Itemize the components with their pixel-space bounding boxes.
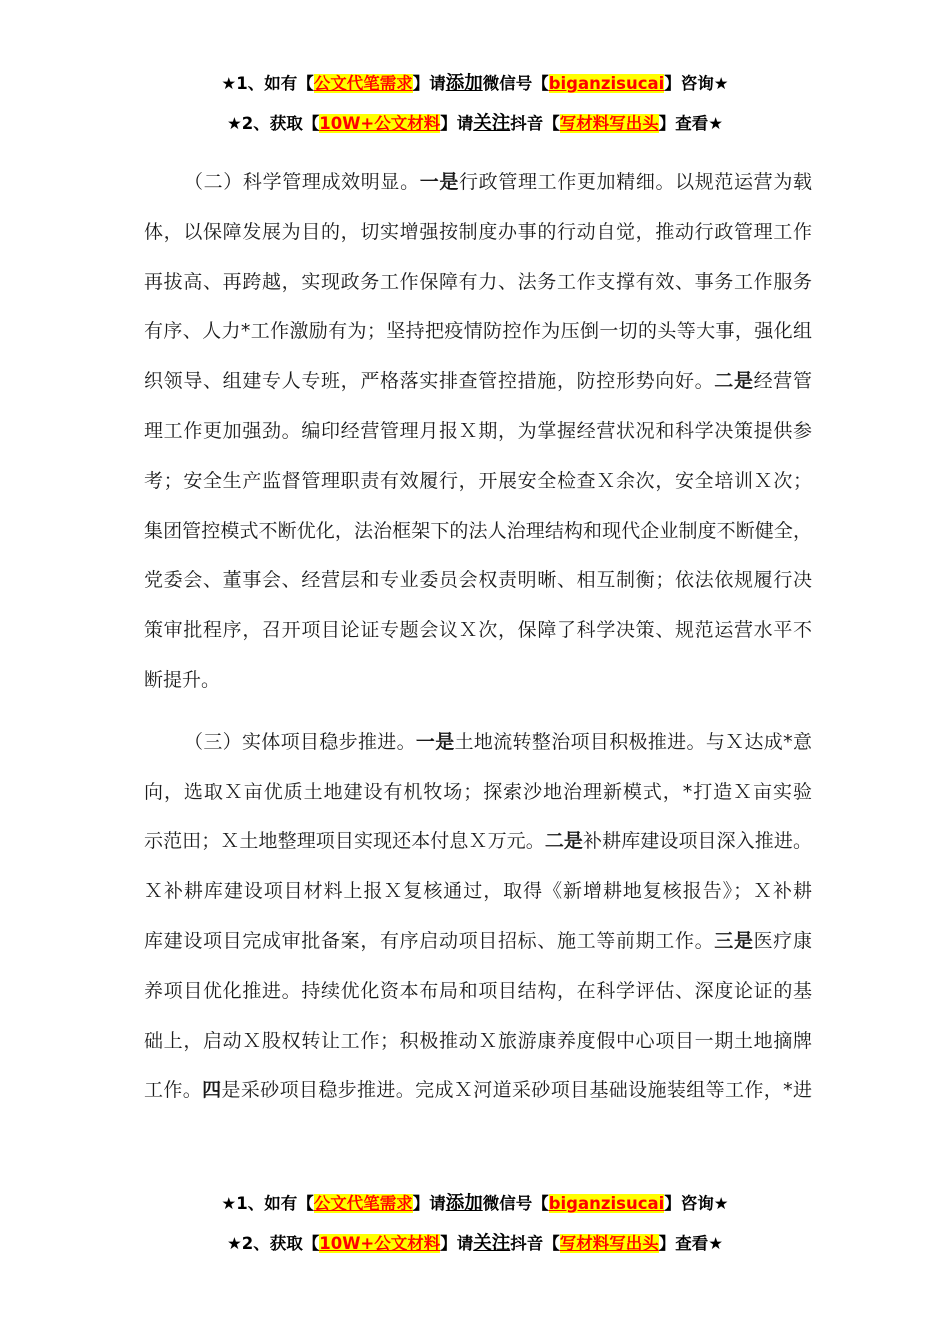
paragraph-gap [144,706,812,718]
highlight-materials: 10W+公文材料 [319,1234,441,1253]
highlight-materials: 10W+公文材料 [319,114,441,133]
text-line: 库建设项目完成审批备案，有序启动项目招标、施工等前期工作。三是医疗康 [144,929,812,952]
paragraph-management [144,158,812,706]
text-line: 再拔高、再跨越，实现政务工作保障有力、法务工作支撑有效、事务工作服务 [144,270,812,293]
text-line: 示范田；Ｘ土地整理项目实现还本付息Ｘ万元。二是补耕库建设项目深入推进。 [144,830,812,853]
promo-line-2: ★2、获取【10W+公文材料】请关注抖音【写材料写出头】查看★ [226,113,724,134]
highlight-douyin-account: 写材料写出头 [559,1234,659,1253]
text-line: 向，选取Ｘ亩优质土地建设有机牧场；探索沙地治理新模式，*打造Ｘ亩实验 [144,780,812,803]
emphasis-follow: 关注 [473,1233,511,1254]
text-line: 织领导、组建专人专班，严格落实排查管控措施，防控形势向好。二是经营管 [144,370,812,393]
highlight-service: 公文代笔需求 [313,74,413,93]
text-line: 础上，启动Ｘ股权转让工作；积极推动Ｘ旅游康养度假中心项目一期土地摘牌 [144,1029,812,1052]
promo-line-2: ★2、获取【10W+公文材料】请关注抖音【写材料写出头】查看★ [226,1233,724,1254]
promo-banner-bottom [0,1184,950,1264]
text-line: （三）实体项目稳步推进。一是土地流转整治项目积极推进。与Ｘ达成*意 [184,730,812,753]
text-line: 党委会、董事会、经营层和专业委员会权责明晰、相互制衡；依法依规履行决 [144,569,812,592]
promo-banner-top [0,64,950,144]
promo-line-1: ★1、如有【公文代笔需求】请添加微信号【biganzisucai】咨询★ [221,1193,729,1214]
highlight-wechat-id: biganzisucai [548,74,665,93]
text-line: 断提升。 [144,668,221,691]
paragraph-projects [144,718,812,1116]
text-line: （二）科学管理成效明显。一是行政管理工作更加精细。以规范运营为载 [184,171,812,193]
text-line: 体，以保障发展为目的，切实增强按制度办事的行动自觉，推动行政管理工作 [144,220,812,243]
emphasis-follow: 关注 [473,113,511,134]
text-line: Ｘ补耕库建设项目材料上报Ｘ复核通过，取得《新增耕地复核报告》；Ｘ补耕 [144,880,812,903]
text-line: 集团管控模式不断优化，法治框架下的法人治理结构和现代企业制度不断健全， [144,519,812,542]
text-line: 工作。四是采砂项目稳步推进。完成Ｘ河道采砂项目基础设施装组等工作，*进 [144,1079,812,1102]
highlight-wechat-id: biganzisucai [548,1194,665,1213]
body-content [144,158,812,1116]
promo-line-1: ★1、如有【公文代笔需求】请添加微信号【biganzisucai】咨询★ [221,73,729,94]
emphasis-add: 添加 [445,73,483,94]
emphasis-add: 添加 [445,1193,483,1214]
text-line: 养项目优化推进。持续优化资本布局和项目结构，在科学评估、深度论证的基 [144,979,812,1002]
text-line: 考；安全生产监督管理职责有效履行，开展安全检查Ｘ余次，安全培训Ｘ次； [144,469,812,492]
highlight-douyin-account: 写材料写出头 [559,114,659,133]
highlight-service: 公文代笔需求 [313,1194,413,1213]
text-line: 有序、人力*工作激励有为；坚持把疫情防控作为压倒一切的头等大事，强化组 [144,320,812,343]
text-line: 策审批程序，召开项目论证专题会议Ｘ次，保障了科学决策、规范运营水平不 [144,619,812,642]
text-line: 理工作更加强劲。编印经营管理月报Ｘ期，为掌握经营状况和科学决策提供参 [144,419,812,442]
